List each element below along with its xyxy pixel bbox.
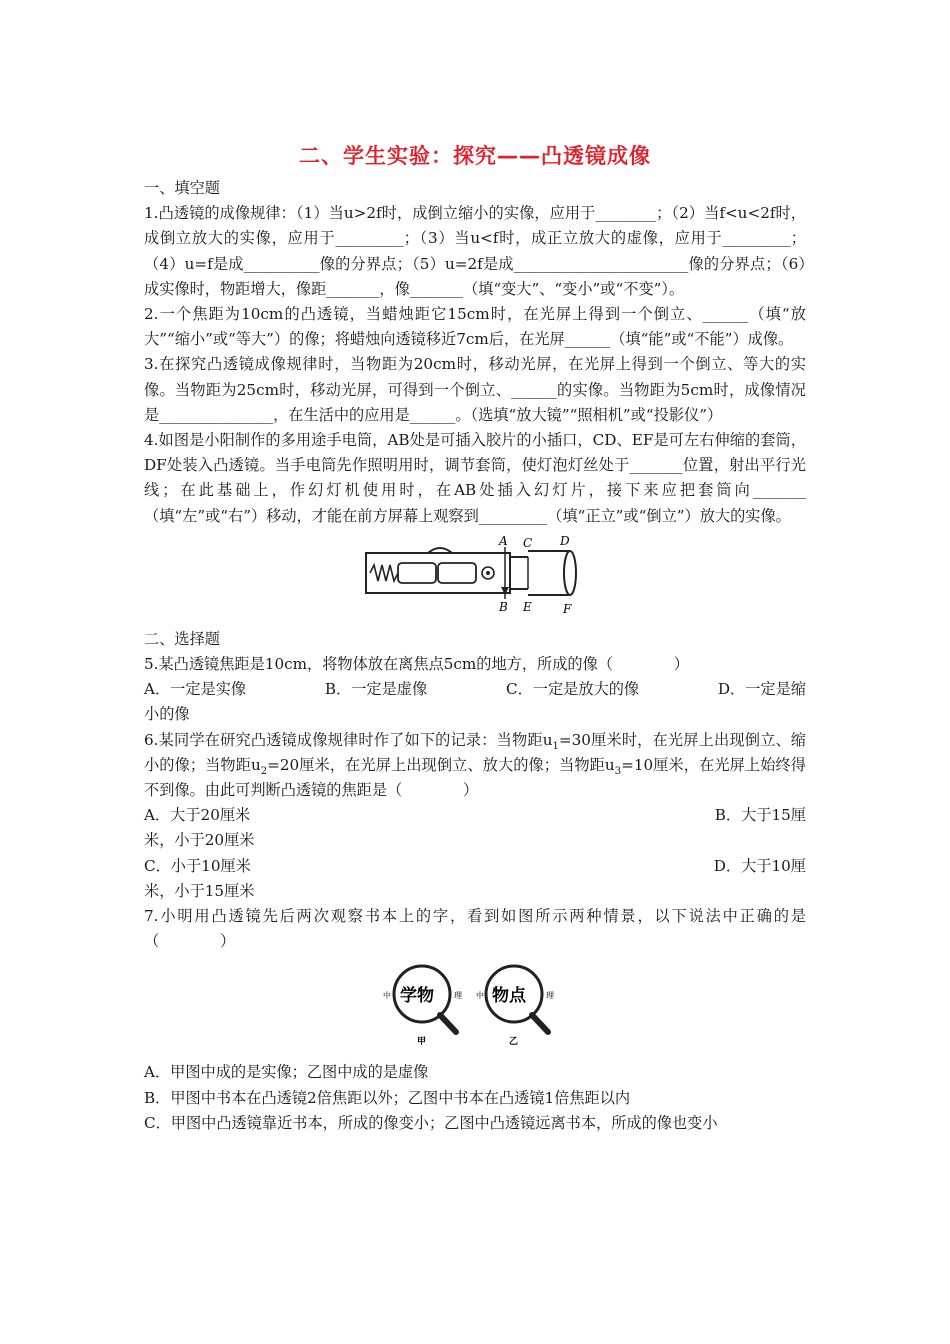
battery-2	[438, 563, 476, 583]
q7-option-a: A．甲图中成的是实像；乙图中成的是虚像	[144, 1063, 429, 1082]
question-6-stem	[144, 728, 806, 804]
question-5-options	[144, 677, 806, 702]
question-6-options-row-1	[144, 803, 806, 828]
q6-option-b-continued: 米，小于20厘米	[144, 831, 255, 850]
q6-option-d-continued: 米，小于15厘米	[144, 881, 255, 900]
q6-option-d: D．大于10厘	[713, 856, 806, 875]
q6-stem-part-4: =10厘米，在光屏上始终得不到像。由此可判断凸透镜的焦距是（ ）	[144, 755, 806, 800]
spring-icon	[370, 565, 398, 581]
left-small-char-l: 中	[383, 991, 391, 1001]
magnifier-figure	[144, 960, 806, 1048]
question-4: 4.如图是小阳制作的多用途手电筒，AB处是可插入胶片的小插口，CD、EF是可左右伸缩的套筒，DF处装入凸透镜。当手电筒先作照明用时，调节套筒，使灯泡灯丝处于_______位置，射出平行光线；在此基础上，作幻灯机使用时，在AB处插入幻灯片，接下来应把套筒向_______（填“左”或“右”）移动，才能在前方屏幕上观察到_________（填“正立”或“倒立”）放大的实像。	[144, 431, 806, 525]
question-6-options-row-2	[144, 854, 806, 879]
right-small-char-l: 中	[476, 991, 484, 1001]
lens-icon	[564, 551, 576, 595]
q6-stem-part-3: =20厘米，在光屏上出现倒立、放大的像；当物距u	[267, 755, 615, 774]
q5-option-c: C．一定是放大的像	[505, 680, 640, 699]
question-5-stem: 5.某凸透镜焦距是10cm，将物体放在离焦点5cm的地方，所成的像（ ）	[144, 655, 689, 674]
q7-option-c: C．甲图中凸透镜靠近书本，所成的像变小；乙图中凸透镜远离书本，所成的像也变小	[144, 1113, 718, 1132]
q7-option-b: B．甲图中书本在凸透镜2倍焦距以外；乙图中书本在凸透镜1倍焦距以内	[144, 1088, 631, 1107]
right-caption: 乙	[509, 1037, 519, 1048]
battery-1	[398, 563, 436, 583]
right-big-text: 物点	[492, 986, 526, 1007]
left-caption: 甲	[417, 1037, 427, 1048]
bulb-filament	[486, 571, 490, 575]
label-f: F	[563, 601, 572, 615]
label-a: A	[499, 534, 508, 548]
q6-sub-3: 3	[614, 765, 622, 777]
right-small-char-r: 理	[546, 991, 554, 1001]
left-big-text: 学物	[400, 986, 434, 1007]
label-d: D	[560, 534, 570, 548]
q5-option-b: B．一定是虚像	[324, 680, 428, 699]
label-b: B	[499, 599, 508, 614]
flashlight-diagram	[360, 535, 590, 615]
q5-option-d-continued: 小的像	[144, 705, 190, 724]
section-fill-blank-heading: 一、填空题	[144, 179, 220, 197]
question-content	[144, 176, 806, 1136]
question-3: 3.在探究凸透镜成像规律时，当物距为20cm时，移动光屏，在光屏上得到一个倒立、等大的实像。当物距为25cm时，移动光屏，可得到一个倒立、______的实像。当物距为5cm时，成像情况是_______________，在生活中的应用是______。（选填“放大镜”“照相机”或“投影仪”）	[144, 355, 806, 424]
q6-option-b: B．大于15厘	[714, 806, 806, 825]
q6-sub-2: 2	[260, 765, 268, 777]
section-choice-heading: 二、选择题	[144, 629, 220, 648]
left-small-char-r: 理	[454, 991, 462, 1001]
q5-option-d: D．一定是缩	[717, 680, 806, 699]
q6-stem-part-2: =30厘米时，在光屏上出现倒立、缩小的像；当物距u	[144, 730, 806, 774]
page-title: 二、学生实验：探究——凸透镜成像	[299, 144, 651, 168]
question-7-stem: 7.小明用凸透镜先后两次观察书本上的字，看到如图所示两种情景，以下说法中正确的是（ ）	[144, 907, 806, 951]
question-1: 1.凸透镜的成像规律：（1）当u>2f时，成倒立缩小的实像，应用于________；（2）当f<u<2f时，成倒立放大的实像，应用于_________；（3）当u<f时，成正立放大的虚像，应用于_________；（4）u=f是成__________像的分界点；（5）u=2f是成_______________________像的分界点；（6）成实像时，物距增大，像距_______，像_______（填“变大”、“变小”或“不变”）。	[144, 204, 806, 298]
question-2: 2.一个焦距为10cm的凸透镜，当蜡烛距它15cm时，在光屏上得到一个倒立、______（填“放大”“缩小”或“等大”）的像；将蜡烛向透镜移近7cm后，在光屏______（填“能”或“不能”）成像。	[144, 305, 806, 349]
q6-sub-1: 1	[552, 740, 559, 752]
label-c: C	[523, 535, 533, 550]
q6-stem-part-1: 6.某同学在研究凸透镜成像规律时作了如下的记录：当物距u	[144, 730, 553, 749]
q6-option-c: C．小于10厘米	[144, 856, 251, 875]
q5-option-a: A．一定是实像	[144, 680, 247, 699]
magnifier-right-handle	[532, 1015, 548, 1032]
q6-option-a: A．大于20厘米	[144, 806, 251, 825]
label-e: E	[523, 599, 532, 614]
magnifier-diagram	[380, 960, 570, 1048]
flashlight-figure	[144, 535, 806, 615]
magnifier-left-handle	[440, 1015, 456, 1032]
